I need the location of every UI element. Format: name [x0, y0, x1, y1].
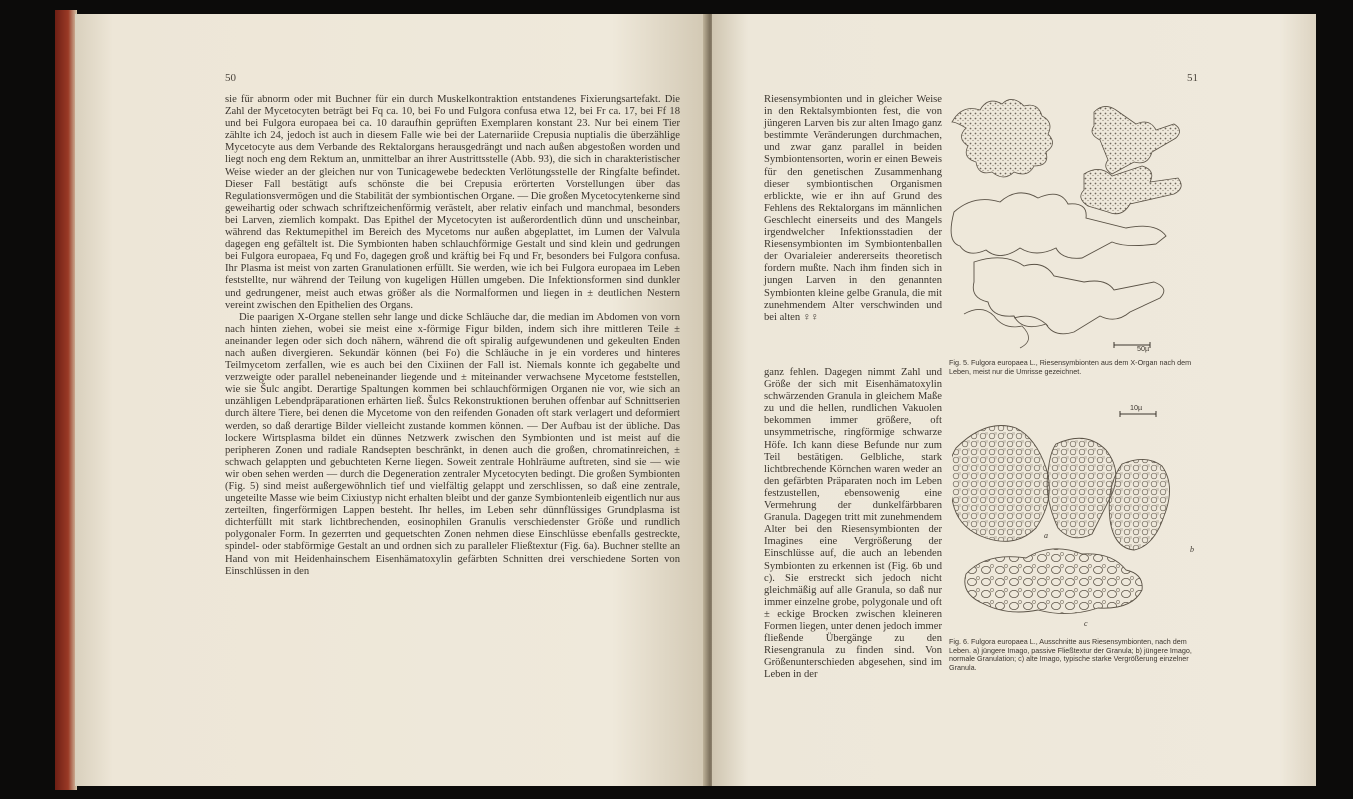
figure-6-label-c: c	[1084, 619, 1088, 628]
paragraph: ganz fehlen. Dagegen nimmt Zahl und Größe der sich mit Eisenhämatoxylin schwärzenden Granula in gleichem Maße zu und die hellen, rundlichen Vakuolen bekommen immer größere, oft unsymmetrische, ringförmige schwarze Höfe. Ich kann diese Befunde nur zum Teil bestätigen. Gelbliche, stark lichtbrechende Körnchen waren weder an den gefärbten Präparaten noch im Leben festzustellen, ebensowenig eine Vermehrung der dunkelfärbbaren Granula. Dagegen tritt mit zunehmendem Alter bei den Riesensymbionten der Imagines eine Vergrößerung der Einschlüsse auf, die auch an lebenden Symbionten zu erkennen ist (Fig. 6b und c). Sie erstreckt sich jedoch nicht gleichmäßig auf alle Granula, so daß nur immer einzelne grobe, polygonale und oft ± eckige Brocken zwischen kleineren Formen liegen, unter denen jedoch immer fließende Übergänge zu den Riesengranula zu finden sind. Von Größenunterschieden abgesehen, sind im Leben in der	[764, 367, 942, 681]
right-page-column-bottom	[764, 367, 942, 681]
figure-5-caption: Fig. 5. Fulgora europaea L., Riesensymbionten aus dem X-Organ nach dem Leben, meist nur die Umrisse gezeichnet.	[949, 358, 1192, 376]
figure-6-scale: 10µ	[1130, 403, 1143, 412]
figure-6-label-a: a	[1044, 531, 1048, 540]
paragraph: Die paarigen X-Organe stellen sehr lange und dicke Schläuche dar, die median im Abdomen von vorn nach hinten ziehen, wobei sie meist eine x-förmige Figur bilden, indem sich ihre mittleren Teile ± aneinander legen oder sich doch nähern, während die oft spiralig aufgewundenen und gekeulten Enden nach außen divergieren. Sekundär können (bei Fo) die Schläuche in je ein vorderes und hinteres Teilmycetom zerfallen, wie es auch bei den Cixiinen der Fall ist. Niemals konnte ich gegabelte und verzweigte oder parallel nebeneinander liegende und ± miteinander verwachsene Mycetome feststellen, wie sie Šulc angibt. Derartige Spaltungen kommen bei schlauchförmigen Organen nie vor, wie sich an unzähligen Lebendpräparationen erhärten ließ. Šulcs Rekonstruktionen beruhen offenbar auf Schnittserien durch ältere Tiere, bei denen die Mycetome von den reifenden Gonaden oft stark verlagert und deformiert werden, so daß derartige Bilder vielleicht zustande kommen können. — Der Aufbau ist der übliche. Das lockere Wirtsplasma bildet ein dünnes Netzwerk zwischen den Symbionten und ist meist auf die peripheren Zonen und radiale Randsepten beschränkt, in denen auch die großen, chromatinreichen, ± schwach gelappten und gebuchteten Kerne liegen. Soweit zentrale Hohlräume auftreten, sind sie — wie wir oben sehen werden — durch die Degeneration zentraler Mycetocyten bedingt. Die großen Symbionten (Fig. 5) sind meist außergewöhnlich tief und vielfältig gelappt und zerschlissen, so daß eine zentrale, ungeteilte Masse wie beim Cixiustyp nicht erhalten bleibt und der ganze Symbiontenleib eigentlich nur aus zerteilten, fingerförmigen Lappen besteht. Ihr helles, im Leben sehr dünnflüssiges Grundplasma ist dichterfüllt mit stark lichtbrechenden, eosinophilen Granulis verschiedenster Größe und rundlich polygonaler Form. In gezerrten und gequetschten Zonen nehmen diese Einschlüsse ebenfalls gestreckte, spindel- oder stabförmige Gestalt an und ordnen sich zu paralleler Fließtextur (Fig. 6a). Buchner stellte an Hand von mit Heidenhainschem Eisenhämatoxylin gefärbten Schnitten drei verschiedene Sorten von Einschlüssen in den	[225, 311, 680, 577]
right-page-column-top	[764, 94, 942, 324]
left-page-body	[225, 94, 680, 578]
paragraph: Riesensymbionten und in gleicher Weise in den Rektalsymbionten fest, die von jüngeren Larven bis zur alten Imago ganz bestimmte Veränderungen durchmachen, und zwar ganz parallel in beiden Symbiontensorten, worin er einen Beweis für den genetischen Zusammenhang dieser symbiontischen Organismen erblickte, wie er ihn auf Grund des Fehlens des Rektalorgans im männlichen Geschlecht einerseits und des Mangels irgendwelcher Infektionsstadien der Riesensymbionten im Symbiontenballen der Ovarialeier andererseits theoretisch fordern mußte. Nach ihm finden sich in jungen Larven in den genannten Symbionten kleine gelbe Granula, die mit zunehmendem Alter verschwinden und bei alten ♀♀	[764, 94, 942, 323]
figure-5-drawing	[944, 92, 1202, 354]
book-edge	[55, 10, 77, 790]
paragraph: sie für abnorm oder mit Buchner für ein durch Muskelkontraktion entstandenes Fixierungsartefakt. Die Zahl der Mycetocyten beträgt bei Fq ca. 10, bei Fo und Fulgora confusa etwa 12, bei Fr ca. 17, bei Ff 18 und bei Fulgora europaea bei ca. 10 daraufhin geprüften Exemplaren konstant 23. Nur bei einem Tier zählte ich 24, jedoch ist auch in diesem Falle wie bei der Laternariide Crepusia nuptialis die überzählige Mycetocyte aus dem Verbande des Rektalorgans herausgedrängt und nach außen abgestoßen worden und liegt noch eng dem Rektum an, unmittelbar an ihrer Austrittsstelle (Abb. 93), die sich in charakteristischer Weise wieder an der gleichen nur von Tunicagewebe bedeckten Verlötungsstelle der Ringfalte befindet. Dieser Fall bestätigt aufs schönste die bei Crepusia erörterten Vorstellungen über das Regulationsvermögen und die Stabilität der symbiontischen Organe. — Die großen Mycetocytenkerne sind geweihartig oder schwach schriftzeichenförmig verästelt, aber relativ einfach und manchmal, besonders bei Larven, ziemlich kompakt. Das Epithel der Mycetocyten ist außerordentlich dünn und unscheinbar, während das Rektumepithel im Bereich des Mycetoms nur außen abgeplattet, im Lumen der Valvula dagegen eng gefältelt ist. Die Symbionten haben schlauchförmige Gestalt und sind klein und gedrungen bei Fulgora europaea, Fq und Fo, dagegen groß und kräftig bei Fq und Fr, besonders bei Fulgora confusa. Ihr Plasma ist meist von zarten Granulationen erfüllt. Sie werden, wie ich bei Fulgora europaea im Leben feststellte, nur während der Teilung von kugeligen Hüllen umgeben. Die Infektionsformen sind dunkler und gedrungener, meist auch etwas größer als die Normalformen und liegen in ± deutlichen Nestern vereint zwischen den Epithelien des Organs.	[225, 94, 680, 311]
figure-6-caption: Fig. 6. Fulgora europaea L., Ausschnitte aus Riesensymbionten, nach dem Leben. a) jüngere Imago, passive Fließtextur der Granula; b) jüngere Imago, normale Granulation; c) alte Imago, typische starke Vergrößerung einzelner Granula.	[949, 637, 1192, 672]
right-page	[712, 14, 1316, 786]
page-number-right: 51	[1187, 72, 1198, 84]
page-number-left: 50	[225, 72, 236, 84]
figure-6-label-b: b	[1190, 545, 1194, 554]
left-page	[75, 14, 707, 786]
figure-6-drawing	[952, 408, 1200, 632]
figure-5-scale: 50µ	[1137, 344, 1150, 353]
